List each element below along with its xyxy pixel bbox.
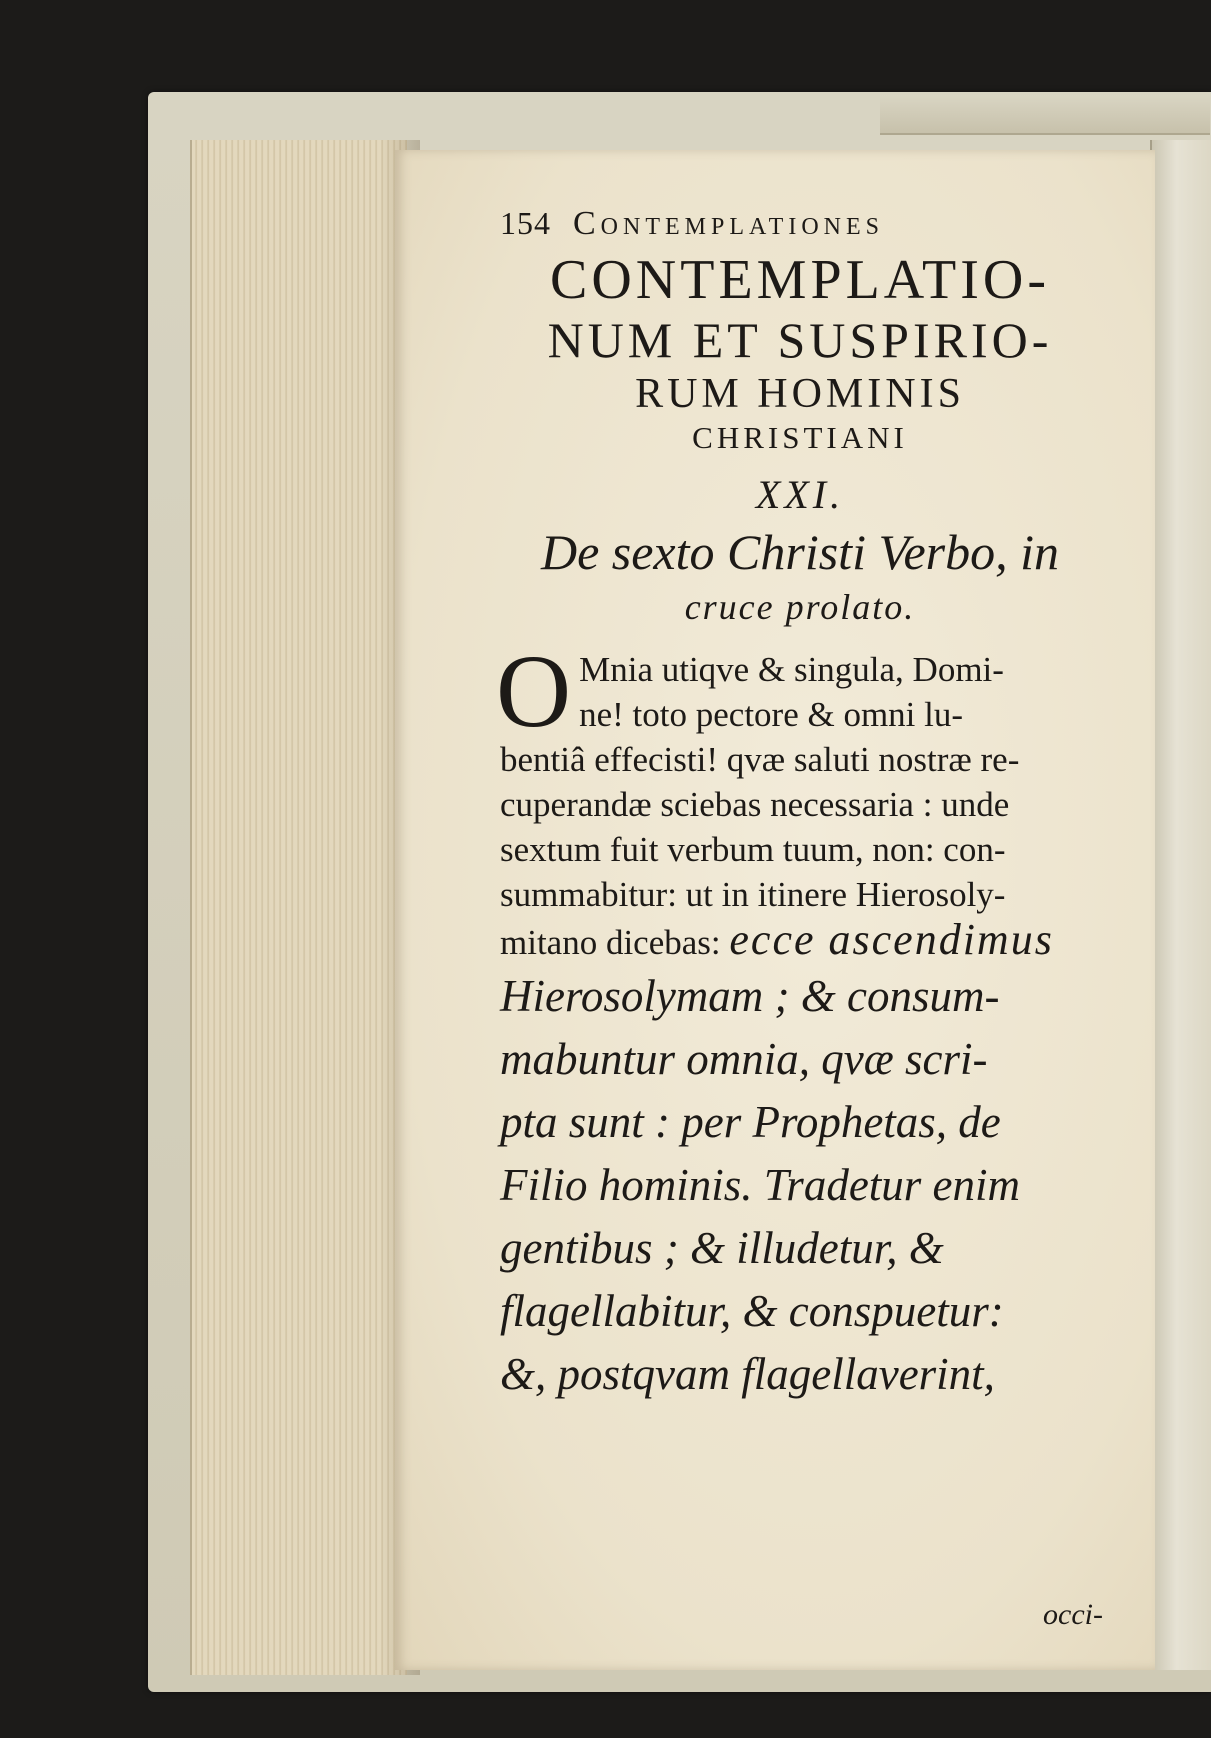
page-number: 154 <box>500 205 551 241</box>
running-header <box>500 205 1100 243</box>
page-block-edges <box>190 140 407 1675</box>
quote-line: gentibus ; & illudetur, & <box>500 1222 944 1273</box>
body-line: Mnia utiqve & singula, Domi- <box>579 649 1004 689</box>
cover-fold <box>880 95 1210 135</box>
section-subtitle <box>500 524 1100 629</box>
title-line-1: CONTEMPLATIO- <box>550 249 1050 311</box>
chapter-title <box>500 251 1100 455</box>
quote-line: Filio hominis. Tradetur enim <box>500 1159 1021 1210</box>
body-line: sextum fuit verbum tuum, non: con- <box>500 829 1006 869</box>
body-line: cuperandæ sciebas necessaria : unde <box>500 784 1010 824</box>
running-head-title: Contemplationes <box>573 205 885 242</box>
quote-line: mabuntur omnia, qvæ scri- <box>500 1033 988 1084</box>
drop-cap: O <box>496 633 572 749</box>
title-line-2: NUM ET SUSPIRIO- <box>547 311 1053 368</box>
quote-line: flagellabitur, & conspuetur: <box>500 1285 1004 1336</box>
subtitle-line-1: De sexto Christi Verbo, in <box>540 523 1060 580</box>
body-line: ne! toto pectore & omni lu- <box>579 694 964 734</box>
title-line-3: RUM HOMINIS <box>635 371 965 418</box>
body-line-roman-part: mitano dicebas: <box>500 922 721 962</box>
subtitle-line-2: cruce prolato. <box>684 587 916 628</box>
body-line: bentiâ effecisti! qvæ saluti nostræ re- <box>500 739 1020 779</box>
body-line-italic-part: ecce ascendimus <box>729 914 1054 964</box>
page-text-block <box>496 205 1100 1406</box>
opposite-page-edge <box>1150 140 1211 1670</box>
body-paragraph <box>496 633 1100 965</box>
catchword: occi- <box>1043 1598 1103 1631</box>
quote-line: &, postqvam flagellaverint, <box>500 1348 995 1399</box>
quote-line: Hierosolymam ; & consum- <box>500 970 1000 1021</box>
body-line: summabitur: ut in itinere Hierosoly- <box>500 874 1006 914</box>
scripture-quote <box>500 965 1100 1406</box>
section-numeral: XXI. <box>755 471 845 517</box>
body-line-mixed <box>500 914 1100 965</box>
title-line-4: CHRISTIANI <box>692 420 908 456</box>
quote-line: pta sunt : per Prophetas, de <box>500 1096 1001 1147</box>
book-page <box>395 150 1155 1670</box>
